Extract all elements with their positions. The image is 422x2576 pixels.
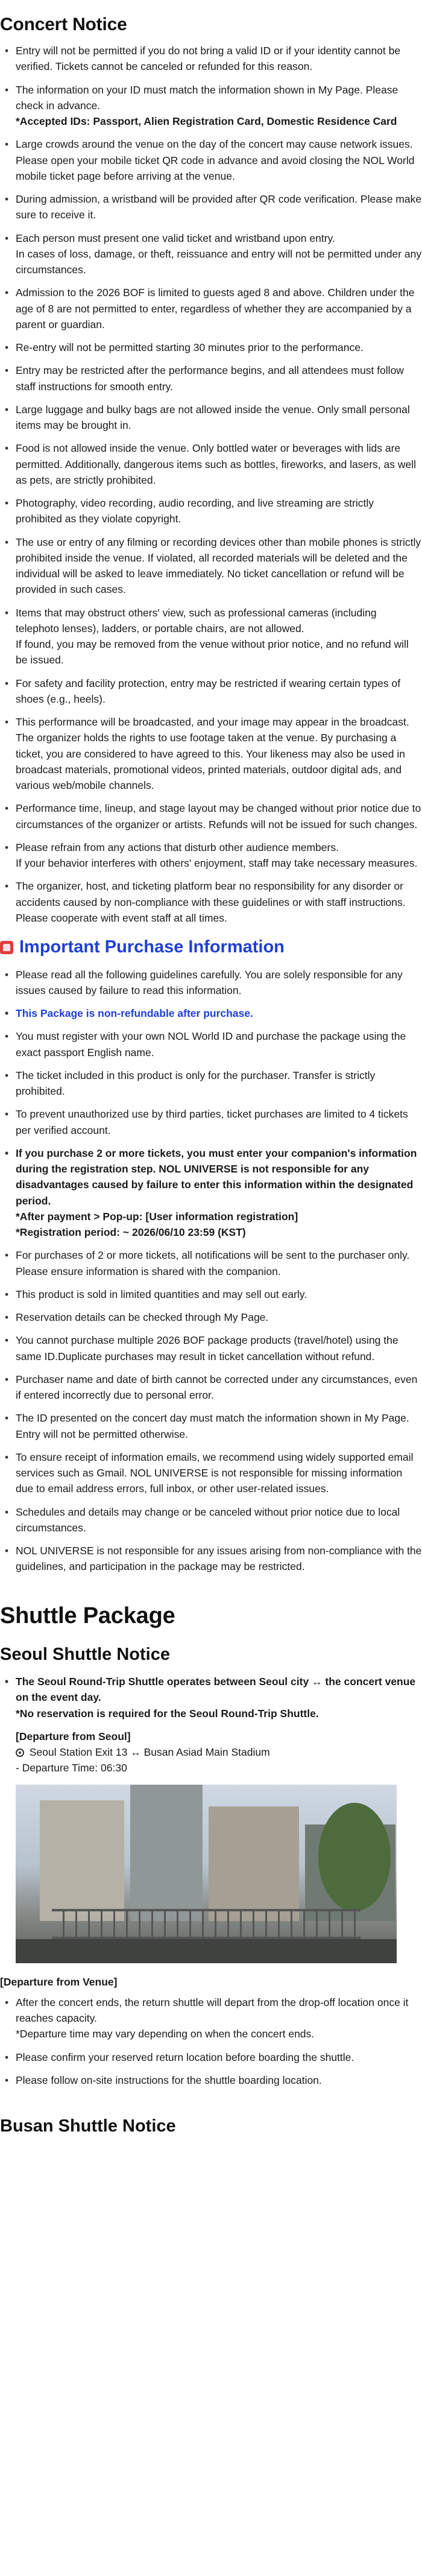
list-item: • Please confirm your reserved return location before boarding the shuttle. xyxy=(0,2049,422,2065)
list-item: • This product is sold in limited quantities and may sell out early. xyxy=(0,1286,422,1302)
list-item: • The use or entry of any filming or recording devices other than mobile phones is strictly prohibited inside the venue. If violated, all recorded materials will be deleted and the individual will be asked to leave immediately. No ticket cancellation or refund will be provided in such cases. xyxy=(0,534,422,598)
purchase-info-list xyxy=(0,967,422,1575)
page xyxy=(0,11,422,2140)
shuttle-section xyxy=(0,1599,422,2140)
venue-list xyxy=(0,1995,422,2088)
seoul-shuttle-title: Seoul Shuttle Notice xyxy=(0,1644,170,1664)
obstruct-line1: • Items that may obstruct others' view, such as professional cameras (including telephoto lenses), ladders, or portable chairs, are not allowed. xyxy=(16,606,377,635)
purchase-info-section xyxy=(0,934,422,1575)
list-item: • The ID presented on the concert day must match the information shown in My Page. Entry will not be permitted otherwise. xyxy=(0,1410,422,1442)
obstruct-line2: If found, you may be removed from the venue without prior notice, and no refund will be issued. xyxy=(16,638,409,666)
list-item: • Purchaser name and date of birth cannot be corrected under any circumstances, even if entered incorrectly due to personal error. xyxy=(0,1372,422,1404)
seoul-intro-list xyxy=(0,1674,422,1721)
companion-period: *Registration period: ~ 2026/06/10 23:59 (KST) xyxy=(16,1226,246,1238)
id-info-text: • The information on your ID must match the information shown in My Page. Please check in advance. xyxy=(16,83,398,112)
seoul-departure-block xyxy=(0,1729,422,1963)
purchase-info-heading xyxy=(0,934,422,961)
list-item xyxy=(0,1145,422,1241)
concert-notice-title: Concert Notice xyxy=(0,14,127,34)
list-item xyxy=(0,1995,422,2042)
list-item: • Performance time, lineup, and stage layout may be changed without prior notice due to circumstances of the organizer or artists. Refunds will not be issued for such changes. xyxy=(0,800,422,832)
companion-text: • If you purchase 2 or more tickets, you must enter your companion's information during the registration step. NOL UNIVERSE is not responsible for any disadvantages caused by failure to enter this information within the designated period. xyxy=(16,1147,417,1207)
refrain-line2: If your behavior interferes with others' enjoyment, staff may take necessary measures. xyxy=(16,857,418,869)
shuttle-title: Shuttle Package xyxy=(0,1603,175,1628)
list-item: • The organizer, host, and ticketing platform bear no responsibility for any disorder or accidents caused by non-compliance with these guidelines or with staff instructions. Please cooperate with event staff at all times. xyxy=(0,878,422,926)
list-item: • Photography, video recording, audio recording, and live streaming are strictly prohibited as they violate copyright. xyxy=(0,495,422,527)
list-item: • Large luggage and bulky bags are not allowed inside the venue. Only small personal items may be brought in. xyxy=(0,402,422,434)
seoul-station-photo xyxy=(16,1785,397,1963)
concert-notice-list xyxy=(0,43,422,926)
list-item: • To ensure receipt of information emails, we recommend using widely supported email services such as Gmail. NOL UNIVERSE is not responsible for missing information due to email address errors, full inbox, or other user-related issues. xyxy=(0,1449,422,1497)
list-item: • Please read all the following guidelines carefully. You are solely responsible for any issues caused by failure to read this information. xyxy=(0,967,422,999)
list-item: • Admission to the 2026 BOF is limited to guests aged 8 and above. Children under the age of 8 are not permitted to enter, regardless of whether they are accompanied by a parent or guardian. xyxy=(0,285,422,332)
location-pin-icon xyxy=(16,1748,24,1757)
after-concert-line2: *Departure time may vary depending on when the concert ends. xyxy=(16,2028,315,2040)
list-item: • For purchases of 2 or more tickets, all notifications will be sent to the purchaser only. Please ensure information is shared with the companion. xyxy=(0,1247,422,1279)
list-item: • Large crowds around the venue on the day of the concert may cause network issues. Please open your mobile ticket QR code in advance and avoid closing the NOL World mobile ticket page before arriving at the venue. xyxy=(0,136,422,184)
seoul-intro1: • The Seoul Round-Trip Shuttle operates between Seoul city ↔ the concert venue on the event day. xyxy=(16,1676,416,1704)
each-person-line2: In cases of loss, damage, or theft, reissuance and entry will not be permitted under any circumstances. xyxy=(16,247,422,276)
list-item xyxy=(0,1674,422,1721)
list-item: • NOL UNIVERSE is not responsible for any issues arising from non-compliance with the guidelines, and participation in the package may be restricted. xyxy=(0,1543,422,1575)
list-item: • Food is not allowed inside the venue. Only bottled water or beverages with lids are permitted. Additionally, dangerous items such as bottles, fireworks, and lasers, as well as pets, are strictly prohibited. xyxy=(0,440,422,488)
list-item: • During admission, a wristband will be provided after QR code verification. Please make sure to receive it. xyxy=(0,191,422,223)
route-text: Seoul Station Exit 13 ↔ Busan Asiad Main Stadium xyxy=(29,1746,270,1758)
list-item: • This performance will be broadcasted, and your image may appear in the broadcast. The organizer holds the rights to use footage taken at the venue. By purchasing a ticket, you are considered to have agreed to this. Your likeness may also be used in broadcast materials, promotional videos, printed materials, outdoor digital ads, and various web/mobile channels. xyxy=(0,714,422,793)
list-item xyxy=(0,230,422,278)
seoul-intro2: *No reservation is required for the Seoul Round-Trip Shuttle. xyxy=(16,1707,319,1720)
list-item: • Re-entry will not be permitted starting 30 minutes prior to the performance. xyxy=(0,340,422,355)
list-item xyxy=(0,82,422,130)
list-item: • Reservation details can be checked through My Page. xyxy=(0,1309,422,1325)
list-item: • Entry may be restricted after the performance begins, and all attendees must follow staff instructions for smooth entry. xyxy=(0,362,422,394)
route-line xyxy=(16,1744,422,1760)
list-item: • Entry will not be permitted if you do not bring a valid ID or if your identity cannot be verified. Tickets cannot be canceled or refunded for this reason. xyxy=(0,43,422,75)
concert-notice-section xyxy=(0,11,422,926)
departure-venue-label: [Departure from Venue] xyxy=(0,1975,118,1988)
refrain-line1: • Please refrain from any actions that disturb other audience members. xyxy=(16,841,339,853)
list-item xyxy=(0,840,422,872)
red-square-icon xyxy=(0,941,13,954)
list-item: • You must register with your own NOL World ID and purchase the package using the exact passport English name. xyxy=(0,1028,422,1060)
departure-seoul-label: [Departure from Seoul] xyxy=(16,1730,131,1742)
after-concert-line1: • After the concert ends, the return shuttle will depart from the drop-off location once it reaches capacity. xyxy=(16,1996,409,2024)
list-item: • You cannot purchase multiple 2026 BOF package products (travel/hotel) using the same ID.Duplicate purchases may result in ticket cancellation without refund. xyxy=(0,1332,422,1364)
list-item: • For safety and facility protection, entry may be restricted if wearing certain types of shoes (e.g., heels). xyxy=(0,676,422,707)
list-item: • Schedules and details may change or be canceled without prior notice due to local circumstances. xyxy=(0,1504,422,1536)
departure-time: - Departure Time: 06:30 xyxy=(16,1762,127,1774)
purchase-info-title: Important Purchase Information xyxy=(19,937,285,957)
busan-shuttle-title: Busan Shuttle Notice xyxy=(0,2116,176,2136)
list-item: • To prevent unauthorized use by third parties, ticket purchases are limited to 4 tickets per verified account. xyxy=(0,1106,422,1138)
list-item xyxy=(0,605,422,668)
list-item: • The ticket included in this product is only for the purchaser. Transfer is strictly prohibited. xyxy=(0,1068,422,1100)
each-person-line1: • Each person must present one valid ticket and wristband upon entry. xyxy=(16,232,335,244)
companion-after: *After payment > Pop-up: [User information registration] xyxy=(16,1210,298,1223)
list-item: • Please follow on-site instructions for the shuttle boarding location. xyxy=(0,2072,422,2088)
accepted-ids: *Accepted IDs: Passport, Alien Registration Card, Domestic Residence Card xyxy=(16,115,397,127)
list-item: • This Package is non-refundable after purchase. xyxy=(0,1005,422,1021)
